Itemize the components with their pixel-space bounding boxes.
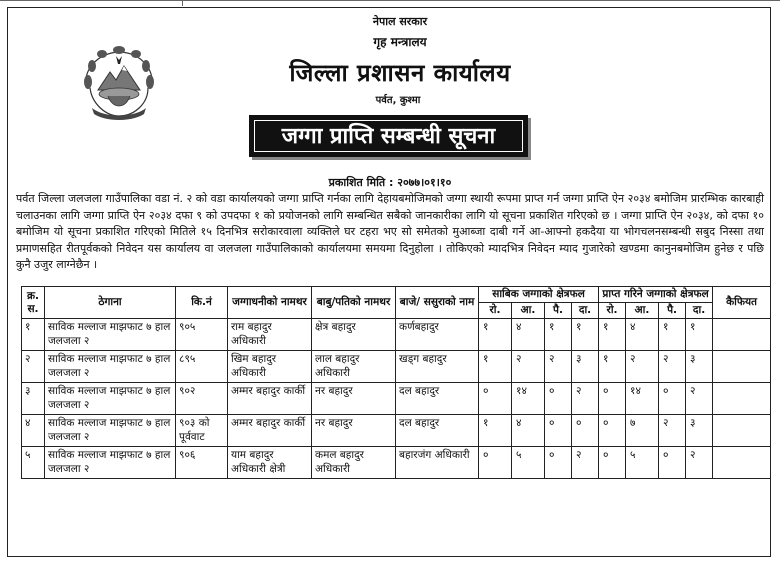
header-old-area: साबिक जग्गाको क्षेत्रफल <box>479 287 599 303</box>
header-father: बाबु/पतिको नामथर <box>312 287 396 319</box>
cell-acq-aana: ४ <box>626 319 659 351</box>
cell-old-paisa: ० <box>545 415 572 447</box>
top-rule <box>0 0 780 1</box>
cell-acq-daam: २ <box>686 447 713 479</box>
unit-daam: दा. <box>686 303 713 319</box>
cell-old-aana: ४ <box>512 319 545 351</box>
cell-sn: ५ <box>22 447 45 479</box>
table-row <box>22 415 771 447</box>
cell-grandfather: बहारजंग अधिकारी <box>396 447 479 479</box>
cell-old-daam: १ <box>572 319 599 351</box>
table-row <box>22 351 771 383</box>
cell-acq-aana: ७ <box>626 415 659 447</box>
cell-old-ropani: १ <box>479 415 512 447</box>
unit-ropani: रो. <box>599 303 626 319</box>
cell-owner: राम बहादुर अधिकारी <box>228 319 312 351</box>
cell-remarks <box>713 415 771 447</box>
cell-acq-daam: १ <box>686 319 713 351</box>
office-name: जिल्ला प्रशासन कार्यालय <box>289 59 511 87</box>
cell-remarks <box>713 319 771 351</box>
cell-acq-paisa: ० <box>659 447 686 479</box>
cell-acq-paisa: २ <box>659 415 686 447</box>
unit-aana: आ. <box>626 303 659 319</box>
cell-acq-paisa: २ <box>659 351 686 383</box>
header-sn: क्र. स. <box>22 287 45 319</box>
ministry-name: गृह मन्त्रालय <box>373 35 427 49</box>
land-table <box>21 286 771 479</box>
cell-kitta: ९०३ को पूर्ववाट <box>176 415 228 447</box>
cell-remarks <box>713 447 771 479</box>
cell-old-ropani: ० <box>479 383 512 415</box>
cell-old-aana: २ <box>512 351 545 383</box>
cell-acq-daam: ३ <box>686 415 713 447</box>
table-row <box>22 319 771 351</box>
cell-father: नर बहादुर <box>312 415 396 447</box>
table-row <box>22 447 771 479</box>
cell-kitta: ९०६ <box>176 447 228 479</box>
cell-owner: अम्मर बहादुर कार्की <box>228 383 312 415</box>
cell-father: लाल बहादुर अधिकारी <box>312 351 396 383</box>
cell-sn: ४ <box>22 415 45 447</box>
cell-remarks <box>713 351 771 383</box>
cell-acq-aana: १४ <box>626 383 659 415</box>
cell-father: क्षेत्र बहादुर <box>312 319 396 351</box>
cell-acq-paisa: ० <box>659 383 686 415</box>
cell-acq-daam: ३ <box>686 351 713 383</box>
cell-acq-ropani: ० <box>599 383 626 415</box>
cell-grandfather: खड्ग बहादुर <box>396 351 479 383</box>
header-acquire-area: प्राप्त गरिने जग्गाको क्षेत्रफल <box>599 287 713 303</box>
cell-old-ropani: १ <box>479 351 512 383</box>
cell-sn: ३ <box>22 383 45 415</box>
cell-kitta: ९०२ <box>176 383 228 415</box>
cell-acq-aana: ५ <box>626 447 659 479</box>
cell-old-daam: ० <box>572 415 599 447</box>
cell-sn: २ <box>22 351 45 383</box>
cell-old-daam: २ <box>572 383 599 415</box>
cell-owner: अम्मर बहादुर कार्की <box>228 415 312 447</box>
cell-acq-daam: २ <box>686 383 713 415</box>
cell-owner: याम बहादुर अधिकारी क्षेत्री <box>228 447 312 479</box>
cell-remarks <box>713 383 771 415</box>
unit-paisa: पै. <box>659 303 686 319</box>
cell-old-paisa: २ <box>545 351 572 383</box>
cell-owner: खिम बहादुर अधिकारी <box>228 351 312 383</box>
cell-address: साविक मल्लाज माझफाट ७ हाल जलजला २ <box>45 415 176 447</box>
cell-address: साविक मल्लाज माझफाट ७ हाल जलजला २ <box>45 447 176 479</box>
cell-acq-ropani: १ <box>599 351 626 383</box>
unit-daam: दा. <box>572 303 599 319</box>
cell-old-paisa: १ <box>545 319 572 351</box>
unit-aana: आ. <box>512 303 545 319</box>
header-remarks: कैफियत <box>713 287 771 319</box>
cell-grandfather: कर्णबहादुर <box>396 319 479 351</box>
cell-father: कमल बहादुर अधिकारी <box>312 447 396 479</box>
cell-acq-ropani: १ <box>599 319 626 351</box>
cell-acq-paisa: १ <box>659 319 686 351</box>
unit-paisa: पै. <box>545 303 572 319</box>
header-address: ठेगाना <box>45 287 176 319</box>
government-name: नेपाल सरकार <box>372 15 428 28</box>
unit-ropani: रो. <box>479 303 512 319</box>
cell-acq-ropani: ० <box>599 415 626 447</box>
cell-grandfather: दल बहादुर <box>396 383 479 415</box>
published-date: प्रकाशित मिति : २०७७।०१।१० <box>328 176 452 189</box>
cell-old-ropani: १ <box>479 319 512 351</box>
cell-address: साविक मल्लाज माझफाट ७ हाल जलजला २ <box>45 351 176 383</box>
cell-kitta: ९०५ <box>176 319 228 351</box>
office-location: पर्वत, कुश्मा <box>375 95 421 106</box>
cell-grandfather: दल बहादुर <box>396 415 479 447</box>
cell-old-paisa: ० <box>545 383 572 415</box>
cell-old-aana: ५ <box>512 447 545 479</box>
cell-old-aana: ४ <box>512 415 545 447</box>
cell-old-aana: १४ <box>512 383 545 415</box>
notice-body: पर्वत जिल्ला जलजला गाउँपालिका वडा नं. २ को वडा कार्यालयको जग्गा प्राप्ति गर्नका लागि देहायबमोजिमको जग्गा स्थायी रूपमा प्राप्त गर्न जग्गा प्राप्ति ऐन २०३४ बमोजिम प्रारम्भिक कारबाही चलाउनका लागि जग्गा प्राप्ति ऐन २०३४ दफा ९ को उपदफा १ को प्रयोजनको लागि सम्बन्धित सबैको जानकारीका लागि यो सूचना प्रकाशित गरिएको छ । जग्गा प्राप्ति ऐन २०३४, को दफा १० बमोजिम यो सूचना प्रकाशित गरिएको मितिले १५ दिनभित्र सरोकारवाला व्यक्तिले घर टहरा भए सो समेतको मुआब्जा दाबी गर्ने आ-आफ्नो हकदैया या भोगचलनसम्बन्धी सबुद निस्सा तथा प्रमाणसहित रीतपूर्वकको निवेदन यस कार्यालय वा जलजला गाउँपालिकाको कार्यालयमा समयमा दिनुहोला । तोकिएको म्यादभित्र निवेदन म्याद गुजारेको खण्डमा कानुनबमोजिम हुनेछ र पछि कुनै उजुर लाग्नेछैन । <box>16 192 764 272</box>
cell-address: साविक मल्लाज माझफाट ७ हाल जलजला २ <box>45 383 176 415</box>
notice-title: जग्गा प्राप्ति सम्बन्धी सूचना <box>254 120 523 152</box>
notice-banner <box>249 115 528 157</box>
cell-old-daam: ३ <box>572 351 599 383</box>
cell-father: नर बहादुर <box>312 383 396 415</box>
header-kitta: कि.नं <box>176 287 228 319</box>
cell-acq-ropani: ० <box>599 447 626 479</box>
cell-acq-aana: २ <box>626 351 659 383</box>
header-owner: जग्गाधनीको नामथर <box>228 287 312 319</box>
top-rule-tick <box>182 0 183 6</box>
cell-sn: १ <box>22 319 45 351</box>
header-grandfather: बाजे/ ससुराको नाम <box>396 287 479 319</box>
cell-old-paisa: ० <box>545 447 572 479</box>
cell-kitta: ८९५ <box>176 351 228 383</box>
table-row <box>22 383 771 415</box>
cell-old-daam: २ <box>572 447 599 479</box>
cell-old-ropani: ० <box>479 447 512 479</box>
cell-address: साविक मल्लाज माझफाट ७ हाल जलजला २ <box>45 319 176 351</box>
